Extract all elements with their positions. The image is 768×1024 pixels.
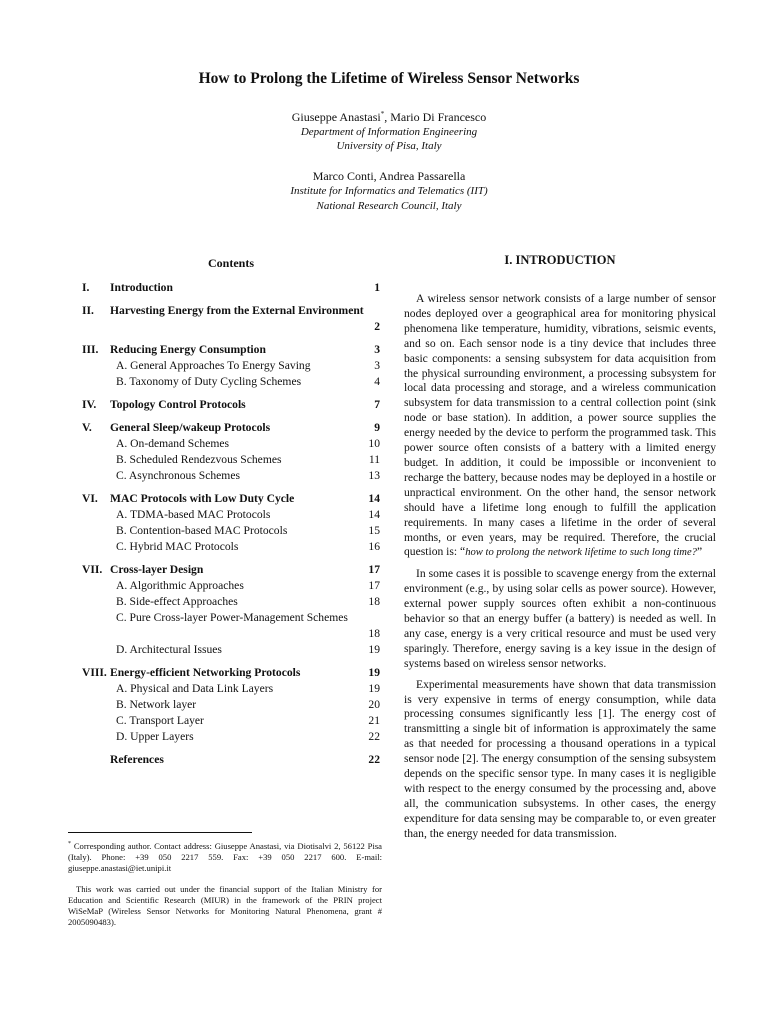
toc-subsection-title: A. Algorithmic Approaches	[116, 579, 244, 592]
toc-section-title: Reducing Energy Consumption	[110, 343, 266, 356]
toc-subsection	[82, 436, 380, 452]
paper-title: How to Prolong the Lifetime of Wireless Sensor Networks	[198, 70, 580, 87]
authors-group-2: Marco Conti, Andrea Passarella	[312, 169, 466, 183]
toc-subsection	[82, 729, 380, 745]
toc-section	[82, 752, 380, 768]
toc-section-number: I.	[82, 281, 90, 294]
toc-section-number: VII.	[82, 563, 103, 576]
toc-subsection-title: A. General Approaches To Energy Saving	[116, 359, 311, 372]
toc-section-number: VIII.	[82, 666, 107, 679]
toc-subsection	[82, 452, 380, 468]
toc-page-number: 21	[368, 714, 380, 727]
toc-subsection	[82, 578, 380, 594]
toc-page-number: 3	[374, 359, 380, 372]
toc-section-title: General Sleep/wakeup Protocols	[110, 421, 271, 434]
toc-subsection-title: A. On-demand Schemes	[116, 437, 230, 450]
toc-subsection	[82, 539, 380, 555]
corresponding-author-mark: *	[380, 110, 385, 118]
footnote-text: Corresponding author. Contact address: Giuseppe Anastasi, via Diotisalvi 2, 56122 Pisa (Italy). Phone: +39 050 2217 559. Fax: +39 050 2217 600. E-mail: giuseppe.anastasi@iet.unipi.it	[68, 840, 382, 873]
footnote-mark: *	[68, 841, 71, 847]
toc-subsection-title: B. Contention-based MAC Protocols	[116, 524, 288, 537]
toc-page-number: 19	[368, 643, 380, 656]
toc-subsection	[82, 642, 380, 658]
toc-page-number: 17	[368, 579, 380, 592]
authors-group-1	[0, 110, 768, 125]
toc-page-number: 11	[368, 453, 380, 466]
toc-section	[82, 491, 380, 507]
toc-subsection-title: C. Transport Layer	[116, 714, 204, 727]
toc-section-title: Harvesting Energy from the External Environment	[110, 304, 364, 317]
toc-page-number: 16	[368, 540, 380, 553]
affiliation-1-line-2: University of Pisa, Italy	[336, 140, 442, 152]
toc-page-number: 3	[374, 343, 380, 356]
toc-page-number: 1	[374, 281, 380, 294]
toc-page-number: 20	[368, 698, 380, 711]
toc-section-title: MAC Protocols with Low Duty Cycle	[110, 492, 295, 505]
paragraph: Experimental measurements have shown that data transmission is very expensive in terms of energy consumption, while data processing consumes significantly less [1]. The energy cost of transmitting a single bit of information is approximately the same as that needed for processing a thousand operations in a typical sensor node [2]. The energy consumption of the sensing subsystem depends on the specific sensor type. In many cases it is negligible with respect to the energy consumed by the processing and, above all, the communication subsystems. In other cases, the energy expenditure for data sensing may be comparable to, or even greater than, the energy needed for data transmission.	[404, 677, 716, 840]
toc-page-number: 19	[368, 682, 380, 695]
toc-page-number: 18	[368, 595, 380, 608]
toc-subsection	[82, 358, 380, 374]
toc-subsection	[82, 594, 380, 610]
footnote-corresponding-author	[68, 839, 382, 874]
toc-page-number: 15	[368, 524, 380, 537]
toc-section	[82, 420, 380, 436]
author-name: Giuseppe Anastasi	[291, 110, 381, 124]
section-heading-introduction: I. INTRODUCTION	[504, 253, 616, 267]
toc-page-number: 22	[368, 730, 380, 743]
paragraph	[404, 292, 716, 561]
toc-page-number: 2	[374, 320, 380, 333]
toc-section	[82, 562, 380, 578]
emphasized-question: how to prolong the network lifetime to such long time?	[465, 547, 697, 559]
toc-subsection	[82, 507, 380, 523]
toc-page-number: 13	[368, 469, 380, 482]
toc-section-number: II.	[82, 304, 94, 317]
toc-subsection-title: B. Taxonomy of Duty Cycling Schemes	[116, 375, 302, 388]
contents-heading: Contents	[207, 256, 254, 270]
toc-subsection-title: A. TDMA-based MAC Protocols	[116, 508, 271, 521]
affiliation-2-line-2: National Research Council, Italy	[316, 200, 462, 212]
paragraph-text: A wireless sensor network consists of a large number of sensor nodes deployed over a geographical area for monitoring physical phenomena like temperature, humidity, vibrations, seismic events, and so on. Each sensor node is a tiny device that includes three basic components: a sensing subsystem for data acquisition from the physical surrounding environment, a processing subsystem for local data processing and storage, and a wireless communication subsystem for data transmission to a central collection point (sink node or base station). In addition, a power source supplies the energy needed by the device to perform the programmed task. This power source often consists of a battery with a limited energy budget. In addition, it could be impossible or inconvenient to recharge the battery, because nodes may be deployed in a hostile or unpractical environment. On the other hand, the sensor network should have a lifetime long enough to fulfill the application requirements. In many cases a lifetime in the order of several months, or even years, may be required. Therefore, the crucial question is: “	[404, 292, 716, 559]
toc-page-number: 7	[374, 398, 380, 411]
toc-page-number: 17	[368, 563, 380, 576]
intro-body	[404, 292, 716, 842]
toc-subsection-title: D. Upper Layers	[116, 730, 194, 743]
toc-page-number: 14	[368, 492, 380, 505]
toc-section-number: VI.	[82, 492, 98, 505]
toc-section-title: Cross-layer Design	[110, 563, 204, 576]
toc-section	[82, 397, 380, 413]
toc-page-number: 14	[368, 508, 380, 521]
toc-subsection-title: C. Pure Cross-layer Power-Management Schemes	[116, 611, 348, 624]
toc-section-title: Topology Control Protocols	[110, 398, 246, 411]
toc-page-number: 10	[368, 437, 380, 450]
toc-subsection-title: B. Scheduled Rendezvous Schemes	[116, 453, 282, 466]
toc-section-title: References	[110, 753, 164, 766]
toc-subsection-title: C. Hybrid MAC Protocols	[116, 540, 239, 553]
toc-subsection	[82, 374, 380, 390]
affiliation-2-line-1: Institute for Informatics and Telematics (IIT)	[290, 185, 488, 197]
toc-section	[82, 342, 380, 358]
toc-page-number: 18	[368, 627, 380, 640]
toc-section-number: V.	[82, 421, 92, 434]
toc-page-number: 9	[374, 421, 380, 434]
toc-section-title: Introduction	[110, 281, 173, 294]
toc-page-number: 19	[368, 666, 380, 679]
toc-subsection-title: A. Physical and Data Link Layers	[116, 682, 274, 695]
toc-section	[82, 665, 380, 681]
toc-subsection	[82, 681, 380, 697]
toc-subsection	[82, 697, 380, 713]
toc-page-number: 22	[368, 753, 380, 766]
toc-subsection	[82, 610, 380, 642]
toc-subsection-title: B. Network layer	[116, 698, 197, 711]
author-names-rest: , Mario Di Francesco	[384, 110, 487, 124]
footnote-separator	[68, 832, 252, 833]
toc-subsection	[82, 468, 380, 484]
toc-subsection-title: C. Asynchronous Schemes	[116, 469, 240, 482]
toc-subsection-title: B. Side-effect Approaches	[116, 595, 238, 608]
toc-section-number: III.	[82, 343, 99, 356]
table-of-contents	[82, 280, 380, 768]
toc-section	[82, 303, 380, 335]
toc-page-number: 4	[374, 375, 380, 388]
closing-quote: ”	[696, 545, 703, 559]
footnote-funding: This work was carried out under the financial support of the Italian Ministry for Education and Scientific Research (MIUR) in the framework of the PRIN project WiSeMaP (Wireless Sensor Networks for Monitoring Natural Phenomena, grant # 2005090483).	[68, 884, 382, 927]
toc-section	[82, 280, 380, 296]
toc-subsection-title: D. Architectural Issues	[116, 643, 222, 656]
toc-subsection	[82, 713, 380, 729]
toc-subsection	[82, 523, 380, 539]
toc-section-number: IV.	[82, 398, 97, 411]
affiliation-1-line-1: Department of Information Engineering	[300, 126, 478, 138]
paragraph: In some cases it is possible to scavenge energy from the external environment (e.g., by using solar cells as power source). However, external power supply sources often exhibit a non-continuous behavior so that an energy buffer (a battery) is needed as well. In any case, energy is a very critical resource and must be used very sparingly. Therefore, energy saving is a key issue in the design of systems based on wireless sensor networks.	[404, 567, 716, 670]
toc-section-title: Energy-efficient Networking Protocols	[110, 666, 301, 679]
